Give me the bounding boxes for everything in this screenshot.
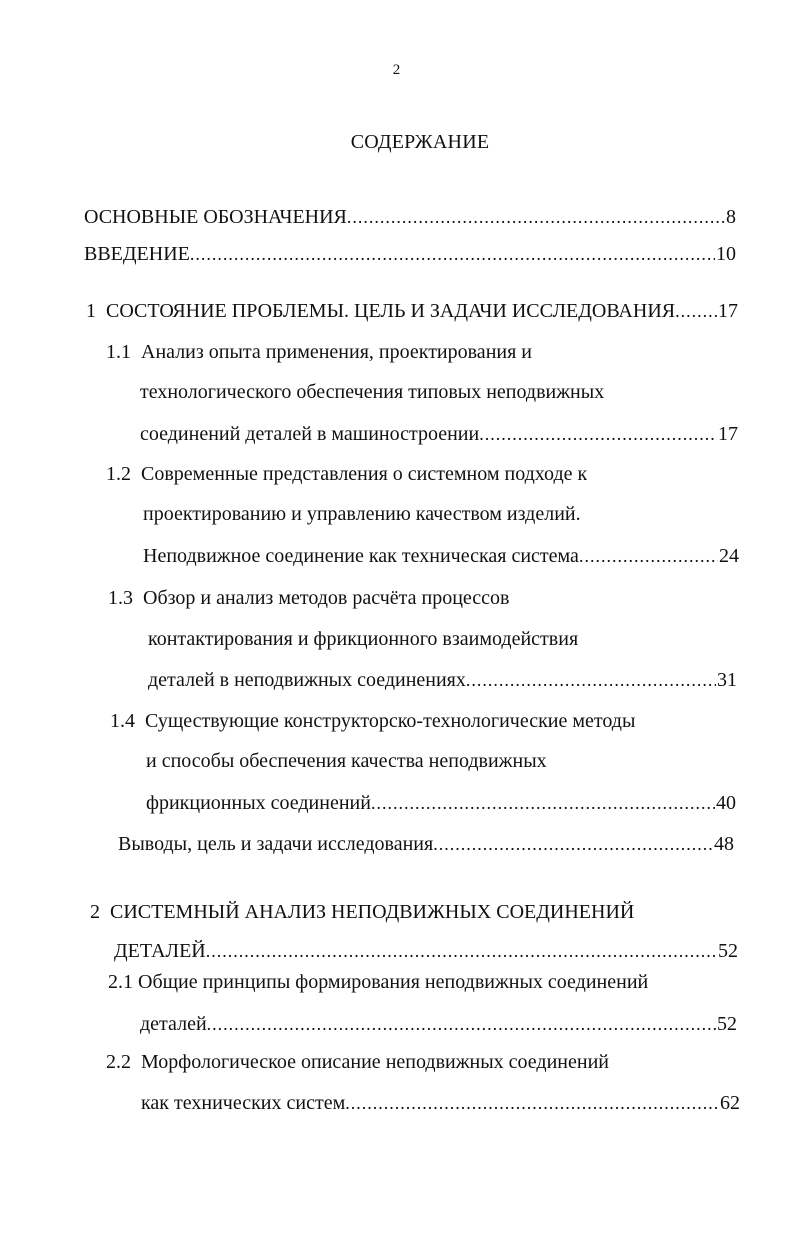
toc-entry-number: 1.2 (106, 463, 131, 485)
toc-entry-text: технологического обеспечения типовых неподвижных (140, 381, 605, 403)
page-number: 2 (392, 62, 401, 78)
toc-entry-text: как технических систем (141, 1092, 346, 1114)
toc-entry-text: ДЕТАЛЕЙ (114, 940, 206, 962)
toc-entry-text: деталей в неподвижных соединениях (148, 669, 466, 691)
dot-leader (190, 240, 715, 268)
dot-leader (206, 937, 717, 965)
toc-entry-introduction[interactable] (84, 240, 736, 268)
toc-entry-number: 1 (86, 300, 96, 322)
dot-leader (479, 420, 717, 448)
toc-entry-text: соединений деталей в машиностроении (140, 423, 480, 445)
toc-page-number: 8 (726, 206, 736, 228)
toc-page-number: 62 (720, 1092, 740, 1114)
toc-entry-text: Неподвижное соединение как техническая система (143, 545, 579, 567)
toc-page-number: 48 (714, 833, 734, 855)
toc-entry-text: Общие принципы формирования неподвижных соединений (138, 971, 649, 993)
toc-entry-text: деталей (140, 1013, 207, 1035)
toc-entry-text: Обзор и анализ методов расчёта процессов (143, 587, 510, 609)
toc-entry-text: Существующие конструкторско-технологические методы (145, 710, 636, 732)
toc-entry-text: СОСТОЯНИЕ ПРОБЛЕМЫ. ЦЕЛЬ И ЗАДАЧИ ИССЛЕДОВАНИЯ (106, 300, 676, 322)
dot-leader (433, 830, 713, 858)
toc-entry-text: СИСТЕМНЫЙ АНАЛИЗ НЕПОДВИЖНЫХ СОЕДИНЕНИЙ (110, 901, 635, 923)
toc-entry-chapter-1[interactable] (86, 297, 738, 325)
toc-entry-text: фрикционных соединений (146, 792, 371, 814)
toc-entry-number: 2.2 (106, 1051, 131, 1073)
toc-page-number: 52 (717, 1013, 737, 1035)
dot-leader (579, 542, 718, 570)
toc-entry-main-notations[interactable] (84, 203, 736, 231)
toc-page-number: 24 (719, 545, 739, 567)
toc-entry-text: ВВЕДЕНИЕ (84, 243, 190, 265)
toc-entry-number: 1.3 (108, 587, 133, 609)
toc-entry-number: 1.1 (106, 341, 131, 363)
toc-page-number: 31 (717, 669, 737, 691)
toc-entry-text: контактирования и фрикционного взаимодействия (148, 628, 579, 650)
dot-leader (466, 666, 716, 694)
toc-page-number: 17 (718, 300, 738, 322)
dot-leader (207, 1010, 716, 1038)
toc-entry-text: проектированию и управлению качеством изделий. (143, 503, 581, 525)
dot-leader (675, 297, 717, 325)
toc-entry-text: Выводы, цель и задачи исследования (118, 833, 434, 855)
toc-entry-text: Анализ опыта применения, проектирования и (141, 341, 532, 363)
toc-entry-text: Морфологическое описание неподвижных соединений (141, 1051, 609, 1073)
page-title: СОДЕРЖАНИЕ (350, 131, 490, 153)
toc-page-number: 40 (716, 792, 736, 814)
toc-entry-number: 2 (90, 901, 100, 923)
toc-page-number: 10 (716, 243, 736, 265)
toc-entry-number: 1.4 (110, 710, 135, 732)
dot-leader (371, 789, 715, 817)
toc-entry-text: Современные представления о системном подходе к (141, 463, 588, 485)
dot-leader (347, 203, 725, 231)
toc-entry-number: 2.1 (108, 971, 133, 993)
dot-leader (345, 1089, 719, 1117)
toc-entry-text: и способы обеспечения качества неподвижных (146, 750, 547, 772)
toc-page-number: 17 (718, 423, 738, 445)
toc-page-number: 52 (718, 940, 738, 962)
toc-entry-conclusions[interactable] (118, 830, 734, 858)
toc-entry-text: ОСНОВНЫЕ ОБОЗНАЧЕНИЯ (84, 206, 347, 228)
